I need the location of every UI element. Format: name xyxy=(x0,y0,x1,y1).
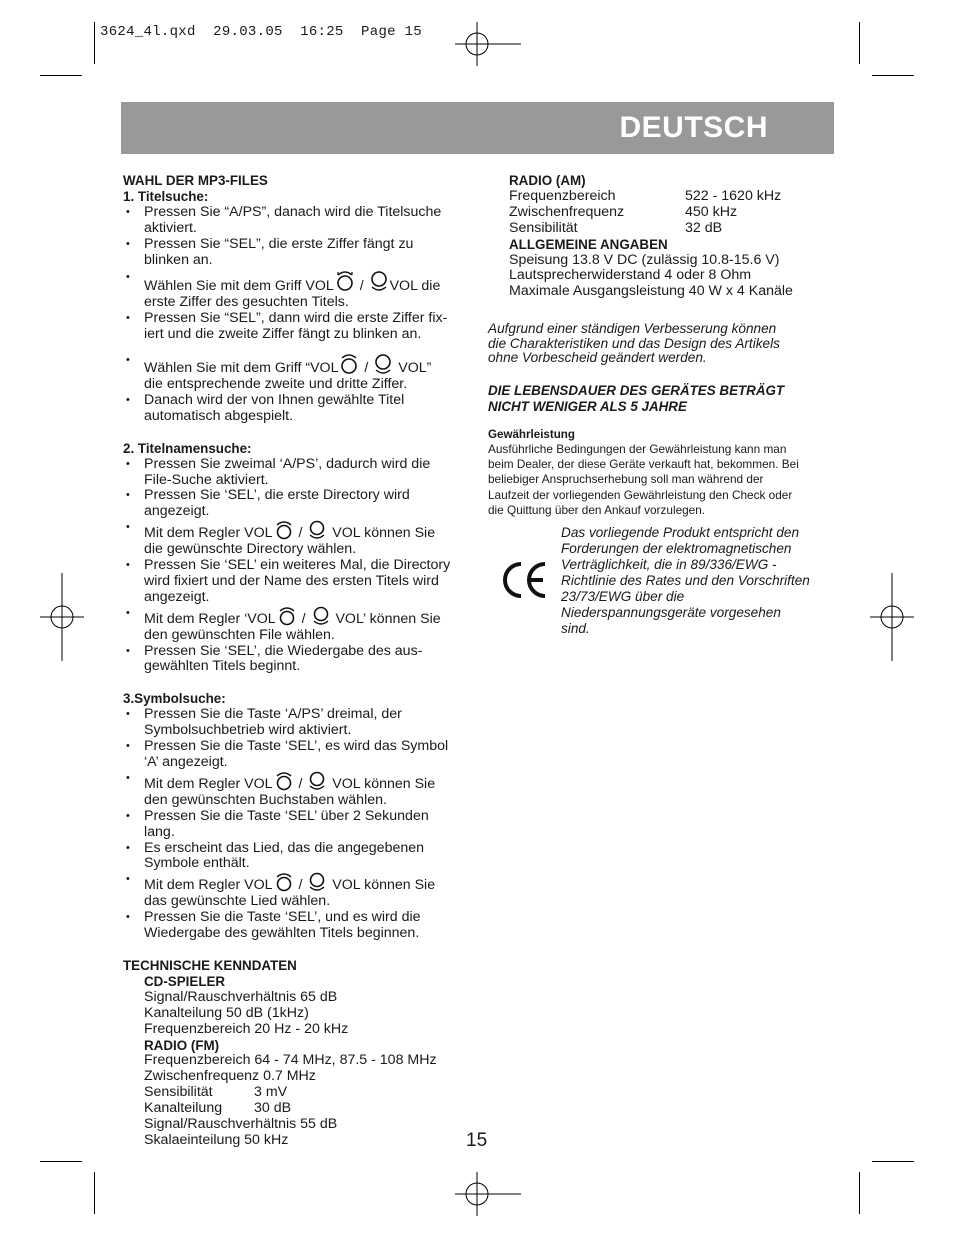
text: Mit dem Regler VOL xyxy=(144,877,273,894)
warranty-line: Laufzeit der vorliegenden Gewährleistung den Check oder xyxy=(488,487,793,502)
volume-down-knob-icon xyxy=(307,771,327,791)
banner-title: DEUTSCH xyxy=(619,111,768,144)
text: / xyxy=(355,278,368,295)
list-item-cont: angezeigt. xyxy=(144,503,210,520)
warranty-line: Ausführliche Bedingungen der Gewährleistung kann man xyxy=(488,442,787,457)
spec-line: Lautsprecherwiderstand 4 oder 8 Ohm xyxy=(509,267,752,284)
registration-mark-icon xyxy=(455,22,521,66)
list-item-cont: den gewünschten Buchstaben wählen. xyxy=(144,791,387,808)
list-item-cont: erste Ziffer des gesuchten Titels. xyxy=(144,294,349,311)
spec-label: Sensibilität xyxy=(509,219,578,236)
cd-player-heading: CD-SPIELER xyxy=(144,973,226,989)
list-item: • Pressen Sie die Taste ‘SEL’, und es wird die xyxy=(123,910,473,926)
spec-line: Signal/Rauschverhältnis 65 dB xyxy=(144,988,338,1005)
list-item-cont: Wiedergabe des gewählten Titels beginnen. xyxy=(144,925,420,942)
list-item: • Pressen Sie “SEL”, dann wird die erste Ziffer fix- xyxy=(123,311,473,327)
list-item: • Pressen Sie die Taste ‘SEL’, es wird das Symbol xyxy=(123,739,473,755)
volume-down-knob-icon xyxy=(307,872,327,892)
list-item: • Pressen Sie die Taste ‘SEL’ über 2 Sekunden xyxy=(123,809,473,825)
page-number: 15 xyxy=(466,1130,488,1151)
volume-down-knob-icon xyxy=(311,606,331,626)
ce-mark-icon xyxy=(501,560,549,600)
list-item-cont: Symbole enthält. xyxy=(144,855,250,872)
list-item-cont: den gewünschten File wählen. xyxy=(144,626,335,643)
radio-fm-heading: RADIO (FM) xyxy=(144,1037,220,1053)
spec-label: Kanalteilung xyxy=(144,1100,223,1117)
registration-mark-icon xyxy=(455,1172,521,1216)
list-item: • Es erscheint das Lied, das die angegebenen xyxy=(123,841,473,857)
list-item xyxy=(123,872,473,894)
text: / xyxy=(294,877,307,894)
lifetime-notice xyxy=(488,383,834,415)
spec-value: 450 kHz xyxy=(685,203,738,220)
spec-line xyxy=(123,1101,473,1117)
text: Mit dem Regler VOL xyxy=(144,525,273,542)
lifetime-line: DIE LEBENSDAUER DES GERÄTES BETRÄGT xyxy=(488,383,785,399)
list-item-cont: iert und die zweite Ziffer fängt zu blinken an. xyxy=(144,326,422,343)
volume-up-knob-icon xyxy=(335,270,355,292)
spec-label: Zwischenfrequenz xyxy=(509,203,625,220)
list-item xyxy=(123,771,473,793)
list-item: • Danach wird der von Ihnen gewählte Titel xyxy=(123,393,473,409)
list-item-cont: die gewünschte Directory wählen. xyxy=(144,541,357,558)
volume-up-knob-icon xyxy=(339,353,359,375)
lifetime-line: NICHT WENIGER ALS 5 JAHRE xyxy=(488,399,687,415)
list-item: • Pressen Sie die Taste ‘A/PS’ dreimal, der xyxy=(123,707,473,723)
list-item-cont: automatisch abgespielt. xyxy=(144,407,294,424)
volume-up-knob-icon xyxy=(274,872,294,892)
spec-line: Skalaeinteilung 50 kHz xyxy=(144,1131,289,1148)
spec-line xyxy=(123,1085,473,1101)
list-item-cont: die entsprechende zweite und dritte Ziffer. xyxy=(144,375,408,392)
list-item-cont: angezeigt. xyxy=(144,588,210,605)
spec-line: Speisung 13.8 V DC (zulässig 10.8-15.6 V) xyxy=(509,251,780,268)
title-search-heading: 1. Titelsuche: xyxy=(123,188,209,204)
text: VOL die xyxy=(389,278,441,295)
list-item-cont: aktiviert. xyxy=(144,219,197,236)
text: / xyxy=(294,775,307,792)
spec-value: 30 dB xyxy=(254,1100,292,1117)
language-banner xyxy=(121,102,834,154)
conformity-line: Forderungen der elektromagnetischen xyxy=(561,541,792,556)
volume-up-knob-icon xyxy=(274,771,294,791)
text: Mit dem Regler VOL xyxy=(144,775,273,792)
volume-down-knob-icon xyxy=(369,270,389,292)
spec-line xyxy=(488,205,834,221)
spec-label: Sensibilität xyxy=(144,1084,213,1101)
warranty-line: beliebiger Anspruchserhebung soll man während der xyxy=(488,472,764,487)
warranty-heading: Gewährleistung xyxy=(488,428,575,442)
spec-line: Zwischenfrequenz 0.7 MHz xyxy=(144,1068,316,1085)
spec-line: Signal/Rauschverhältnis 55 dB xyxy=(144,1116,338,1133)
spec-line: Frequenzbereich 20 Hz - 20 kHz xyxy=(144,1020,349,1037)
list-item: • Pressen Sie ‘SEL’, die Wiedergabe des aus- xyxy=(123,644,473,660)
text: Wählen Sie mit dem Griff VOL xyxy=(144,278,334,295)
text: VOL können Sie xyxy=(328,525,436,542)
improvement-notice xyxy=(488,322,834,366)
spec-line: Frequenzbereich 64 - 74 MHz, 87.5 - 108 MHz xyxy=(144,1052,437,1069)
list-item xyxy=(123,520,473,542)
list-item-cont: ‘A’ angezeigt. xyxy=(144,754,228,770)
notice-line: ohne Vorbescheid geändert werden. xyxy=(488,350,707,366)
conformity-line: Niederspannungsgeräte vorgesehen xyxy=(561,605,781,620)
list-item: • Pressen Sie ‘SEL’ ein weiteres Mal, die Directory xyxy=(123,558,473,574)
text: Mit dem Regler ‘VOL xyxy=(144,610,276,627)
registration-mark-icon xyxy=(870,573,914,661)
warranty-line: die Quittung über den Ankauf vorzulegen. xyxy=(488,502,706,517)
spec-line: Maximale Ausgangsleistung 40 W x 4 Kanäle xyxy=(509,283,793,300)
registration-mark-icon xyxy=(40,573,84,661)
volume-down-knob-icon xyxy=(373,353,393,375)
radio-am-heading: RADIO (AM) xyxy=(509,173,586,188)
list-item: • Pressen Sie “A/PS”, danach wird die Titelsuche xyxy=(123,205,473,221)
text: / xyxy=(294,525,307,542)
text: / xyxy=(297,610,310,627)
list-item-cont: blinken an. xyxy=(144,251,213,268)
list-item: • Pressen Sie zweimal ‘A/PS’, dadurch wird die xyxy=(123,457,473,473)
conformity-line: Richtlinie des Rates und den Vorschriften xyxy=(561,573,810,588)
text: / xyxy=(360,360,373,377)
list-item xyxy=(123,353,473,377)
list-item xyxy=(123,270,473,295)
conformity-statement xyxy=(561,525,841,637)
list-item: • Pressen Sie “SEL”, die erste Ziffer fängt zu xyxy=(123,237,473,253)
spec-line xyxy=(488,221,834,237)
symbol-search-heading: 3.Symbolsuche: xyxy=(123,691,226,707)
list-item-cont: gewählten Titels beginnt. xyxy=(144,658,301,675)
warranty-text xyxy=(488,442,834,518)
spec-line: Kanalteilung 50 dB (1kHz) xyxy=(144,1004,309,1021)
tech-data-heading: TECHNISCHE KENNDATEN xyxy=(123,957,297,973)
spec-value: 522 - 1620 kHz xyxy=(685,187,782,204)
text: Wählen Sie mit dem Griff “VOL xyxy=(144,360,339,377)
spec-line xyxy=(488,189,834,205)
warranty-line: beim Dealer, der diese Geräte verkauft hat, bekommen. Bei xyxy=(488,457,799,472)
list-item xyxy=(123,606,473,628)
conformity-line: sind. xyxy=(561,621,590,636)
text: VOL können Sie xyxy=(328,775,436,792)
notice-line: Aufgrund einer ständigen Verbesserung können xyxy=(488,321,777,337)
list-item-cont: lang. xyxy=(144,823,175,840)
volume-up-knob-icon xyxy=(274,520,294,540)
text: VOL” xyxy=(394,360,432,377)
left-column xyxy=(123,173,473,1149)
volume-up-knob-icon xyxy=(277,606,297,626)
spec-label: Frequenzbereich xyxy=(509,187,616,204)
list-item-cont: Symbolsuchbetrieb wird aktiviert. xyxy=(144,722,352,739)
list-item-cont: wird fixiert und der Name des ersten Titels wird xyxy=(144,572,439,589)
text: VOL’ können Sie xyxy=(331,610,441,627)
right-column xyxy=(488,173,834,518)
mp3-heading: WAHL DER MP3-FILES xyxy=(123,173,268,188)
conformity-line: Verträglichkeit, die in 89/336/EWG - xyxy=(561,557,777,572)
notice-line: die Charakteristiken und das Design des Artikels xyxy=(488,335,780,351)
conformity-line: Das vorliegende Produkt entspricht den xyxy=(561,525,800,540)
conformity-line: 23/73/EWG über die xyxy=(561,589,685,604)
spec-value: 32 dB xyxy=(685,219,723,236)
volume-down-knob-icon xyxy=(307,520,327,540)
list-item-cont: das gewünschte Lied wählen. xyxy=(144,893,331,910)
printer-slug: 3624_4l.qxd 29.03.05 16:25 Page 15 xyxy=(100,24,422,40)
general-heading: ALLGEMEINE ANGABEN xyxy=(509,236,668,252)
title-name-search-heading: 2. Titelnamensuche: xyxy=(123,440,252,456)
list-item-cont: File-Suche aktiviert. xyxy=(144,471,269,488)
spec-value: 3 mV xyxy=(254,1084,288,1101)
text: VOL können Sie xyxy=(328,877,436,894)
list-item: • Pressen Sie ‘SEL’, die erste Directory wird xyxy=(123,488,473,504)
